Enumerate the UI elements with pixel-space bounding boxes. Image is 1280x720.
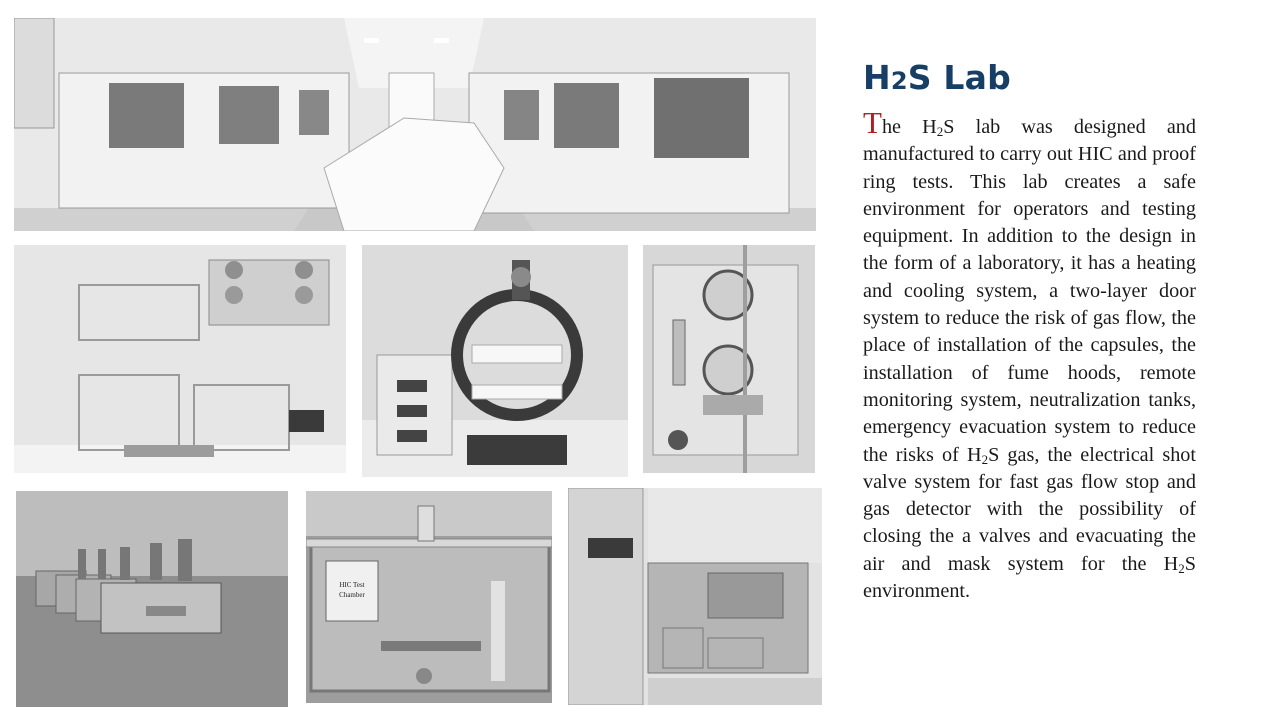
- page-title: H2S Lab: [863, 58, 1011, 97]
- lab-interior-photo: [14, 18, 816, 231]
- chamber-label-line2: Chamber: [339, 591, 365, 599]
- description-paragraph: The $H_2S$ lab was designed and manufactured to carry out HIC and proof ring tests. This lab creates a safe environment for operators and testing equipment. In addition to the design in the form of a laboratory, it has a heating and cooling system, a two-layer door system to reduce the risk of gas flow, the place of installation of the capsules, the installation of fume hoods, remote monitoring system, neutralization tanks, emergency evacuation system to reduce the risks of $H_2S$ gas, the electrical shot valve system for fast gas flow stop and gas detector with the possibility of closing the a valves and evacuating the air and mask system for the $H_2S$ environment.: [863, 105, 1196, 603]
- gas-regulator-panel-photo: [643, 245, 815, 473]
- chamber-label-line1: HIC Test: [339, 581, 365, 589]
- hic-test-chamber-photo: [306, 491, 552, 703]
- drop-cap: T: [863, 105, 882, 140]
- fume-hood-photo: [568, 488, 822, 705]
- specimen-fixtures-photo: [16, 491, 288, 707]
- hic-test-boxes-photo: [14, 245, 346, 473]
- proof-ring-photo: [362, 245, 628, 477]
